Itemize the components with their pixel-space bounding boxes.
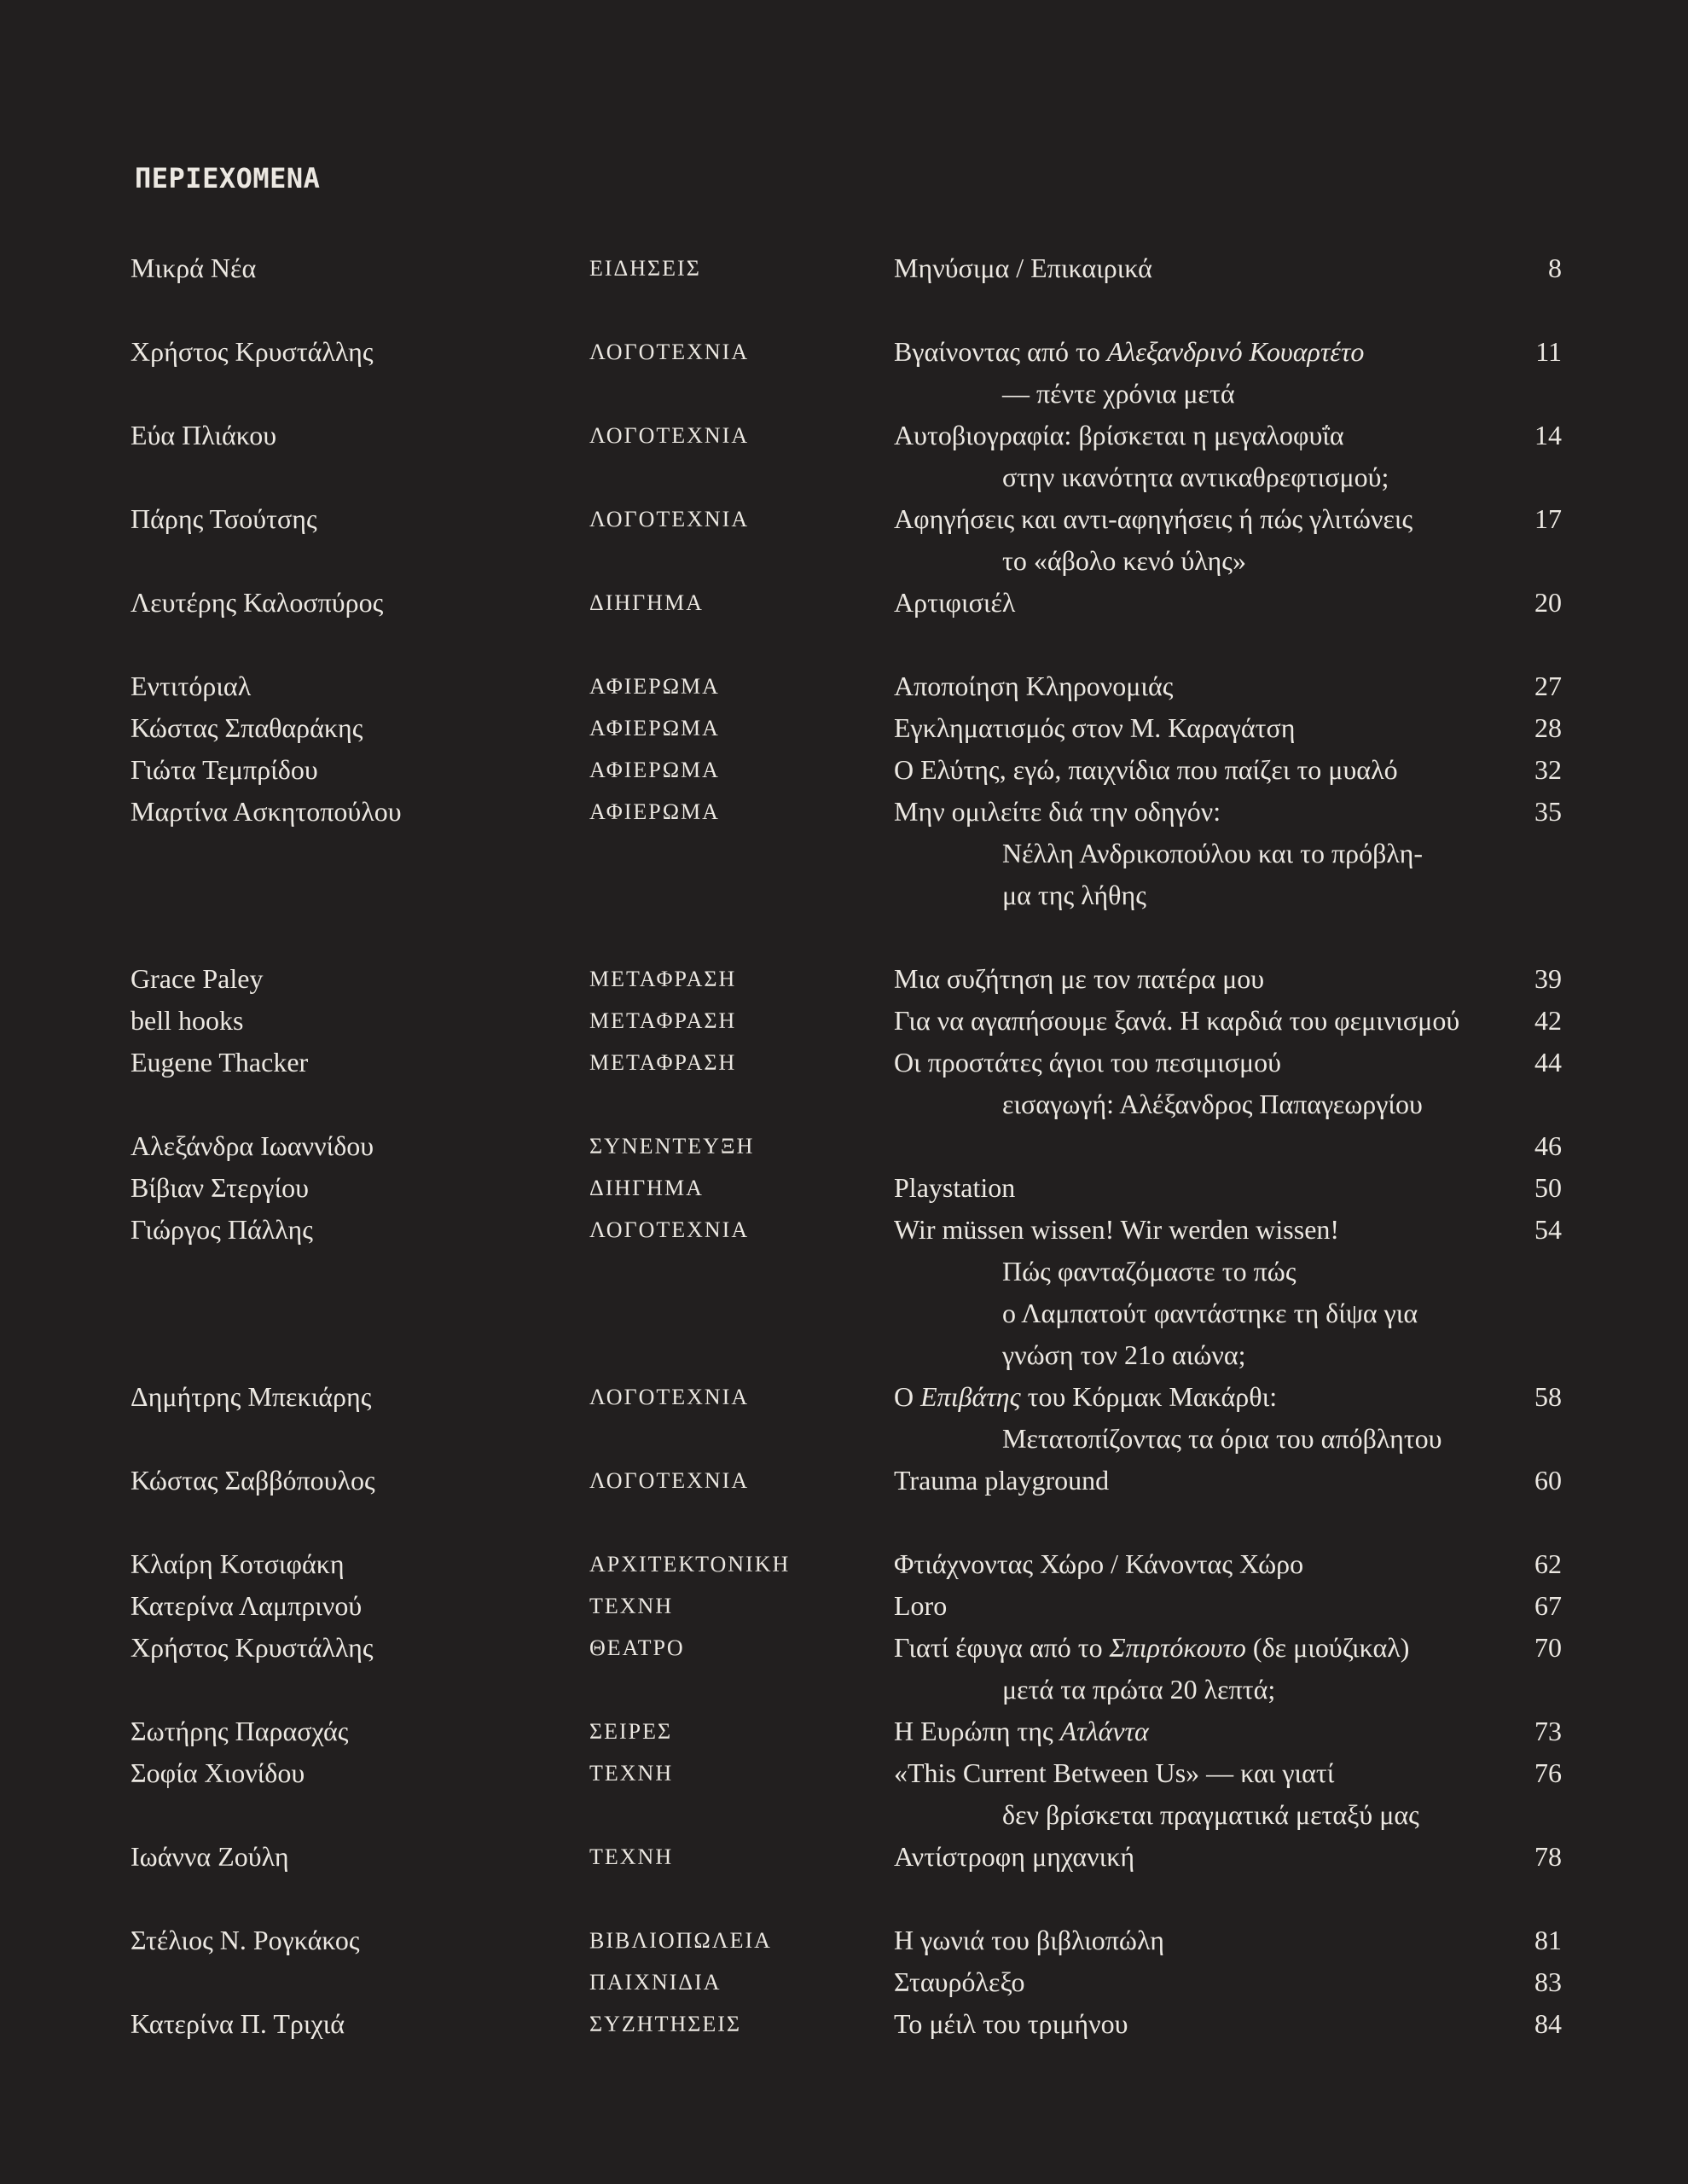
- toc-entry: [0, 791, 1688, 916]
- toc-entry: [0, 582, 1688, 624]
- toc-author: Ιωάννα Ζούλη: [131, 1841, 289, 1872]
- toc-author: Χρήστος Κρυστάλλης: [131, 336, 374, 367]
- toc-page-number: 60: [1534, 1465, 1562, 1496]
- toc-page-number: 62: [1534, 1548, 1562, 1579]
- toc-entry-line: [0, 833, 1688, 874]
- toc-section: ΘΕΑΤΡΟ: [589, 1635, 685, 1660]
- toc-title: Μια συζήτηση με τον πατέρα μου: [894, 963, 1265, 994]
- toc-page-number: 42: [1534, 1005, 1562, 1036]
- toc-entry-line: [0, 958, 1688, 1000]
- toc-section: ΛΟΓΟΤΕΧΝΙΑ: [589, 340, 750, 364]
- toc-title-continuation: ο Λαμπατούτ φαντάστηκε τη δίψα για: [1002, 1298, 1418, 1328]
- toc-title: Η γωνιά του βιβλιοπώλη: [894, 1925, 1164, 1955]
- toc-entry-line: [0, 1627, 1688, 1669]
- toc-title: Το μέιλ του τριμήνου: [894, 2008, 1128, 2039]
- toc-entry: [0, 1752, 1688, 1836]
- toc-entry-line: [0, 707, 1688, 749]
- toc-entry-line: [0, 1585, 1688, 1627]
- toc-entry-line: [0, 1376, 1688, 1418]
- toc-title-continuation: Μετατοπίζοντας τα όρια του απόβλητου: [1002, 1423, 1442, 1454]
- toc-title: Αντίστροφη μηχανική: [894, 1841, 1135, 1872]
- toc-entry-line: [0, 1083, 1688, 1125]
- toc-section: ΛΟΓΟΤΕΧΝΙΑ: [589, 1468, 750, 1493]
- toc-page-number: 39: [1534, 963, 1562, 994]
- toc-section: ΑΡΧΙΤΕΚΤΟΝΙΚΗ: [589, 1552, 791, 1577]
- toc-title: Σταυρόλεξο: [894, 1966, 1025, 1997]
- toc-entry-line: [0, 331, 1688, 373]
- toc-entry: [0, 247, 1688, 289]
- toc-page-number: 54: [1534, 1214, 1562, 1245]
- toc-entry: [0, 1920, 1688, 1961]
- toc-author: Λευτέρης Καλοσπύρος: [131, 587, 384, 618]
- toc-entry-line: [0, 247, 1688, 289]
- toc-entry: [0, 1125, 1688, 1167]
- toc-section: ΑΦΙΕΡΩΜΑ: [589, 716, 720, 741]
- toc-entry: [0, 707, 1688, 749]
- toc-title-continuation: μετά τα πρώτα 20 λεπτά;: [1002, 1674, 1276, 1705]
- toc-author: Πάρης Τσούτσης: [131, 503, 317, 534]
- toc-entry: [0, 1627, 1688, 1711]
- toc-title: Playstation: [894, 1172, 1016, 1203]
- toc-title-continuation: μα της λήθης: [1002, 880, 1146, 910]
- toc-section: ΤΕΧΝΗ: [589, 1761, 674, 1786]
- toc-entry-line: [0, 1961, 1688, 2003]
- toc-entry: [0, 1209, 1688, 1376]
- toc-page-number: 35: [1534, 796, 1562, 827]
- toc-author: Εντιτόριαλ: [131, 671, 252, 701]
- toc-author: Χρήστος Κρυστάλλης: [131, 1632, 374, 1663]
- toc-page-number: 46: [1534, 1130, 1562, 1161]
- toc-entry: [0, 2003, 1688, 2045]
- toc-section: ΛΟΓΟΤΕΧΝΙΑ: [589, 507, 750, 531]
- toc-title: Αυτοβιογραφία: βρίσκεται η μεγαλοφυΐα: [894, 420, 1344, 450]
- toc-entry-line: [0, 1836, 1688, 1878]
- toc-page-number: 8: [1548, 253, 1562, 283]
- toc-entry-line: [0, 1209, 1688, 1251]
- toc-entry: [0, 498, 1688, 582]
- toc-page-number: 83: [1534, 1966, 1562, 1997]
- toc-author: Eugene Thacker: [131, 1047, 309, 1077]
- toc-section: ΛΟΓΟΤΕΧΝΙΑ: [589, 1217, 750, 1242]
- toc-author: Κώστας Σαββόπουλος: [131, 1465, 375, 1496]
- toc-title-text: Βγαίνοντας από το: [894, 336, 1107, 367]
- toc-author: Κατερίνα Π. Τριχιά: [131, 2008, 345, 2039]
- toc-entry-line: [0, 749, 1688, 791]
- toc-author: Αλεξάνδρα Ιωαννίδου: [131, 1130, 374, 1161]
- toc-entry: [0, 1000, 1688, 1042]
- toc-section: ΑΦΙΕΡΩΜΑ: [589, 799, 720, 824]
- toc-author: Στέλιος Ν. Ρογκάκος: [131, 1925, 360, 1955]
- toc-section: ΜΕΤΑΦΡΑΣΗ: [589, 1050, 737, 1075]
- toc-title-continuation: γνώση τον 21ο αιώνα;: [1002, 1339, 1246, 1370]
- toc-page-number: 84: [1534, 2008, 1562, 2039]
- toc-title-continuation: το «άβολο κενό ύλης»: [1002, 545, 1246, 576]
- toc-title: Αποποίηση Κληρονομιάς: [894, 671, 1174, 701]
- toc-author: Κλαίρη Κοτσιφάκη: [131, 1548, 345, 1579]
- toc-entry-line: [0, 582, 1688, 624]
- toc-section: ΤΕΧΝΗ: [589, 1594, 674, 1618]
- toc-entry: [0, 331, 1688, 415]
- toc-entry-line: [0, 2003, 1688, 2045]
- toc-section: ΕΙΔΗΣΕΙΣ: [589, 256, 701, 281]
- toc-section: ΔΙΗΓΗΜΑ: [589, 1176, 704, 1200]
- toc-entry: [0, 1543, 1688, 1585]
- toc-author: Εύα Πλιάκου: [131, 420, 277, 450]
- toc-author: bell hooks: [131, 1005, 244, 1036]
- toc-title: Trauma playground: [894, 1465, 1110, 1496]
- toc-entry: [0, 1376, 1688, 1460]
- toc-entry: [0, 1585, 1688, 1627]
- toc-entry-line: [0, 1125, 1688, 1167]
- toc-title-text: Ο: [894, 1381, 921, 1412]
- toc-title-continuation: Νέλλη Ανδρικοπούλου και το πρόβλη-: [1002, 838, 1424, 868]
- toc-section: ΜΕΤΑΦΡΑΣΗ: [589, 967, 737, 991]
- toc-title: [894, 1627, 1409, 1669]
- toc-page-number: 44: [1534, 1047, 1562, 1077]
- toc-author: Σοφία Χιονίδου: [131, 1757, 305, 1788]
- toc-author: Μικρά Νέα: [131, 253, 257, 283]
- toc-title-continuation: δεν βρίσκεται πραγματικά μεταξύ μας: [1002, 1799, 1419, 1830]
- toc-page-number: 78: [1534, 1841, 1562, 1872]
- toc-title-continuation: — πέντε χρόνια μετά: [1002, 378, 1235, 409]
- toc-entry-line: [0, 540, 1688, 582]
- toc-title-italic: Ατλάντα: [1059, 1716, 1149, 1746]
- toc-title-continuation: εισαγωγή: Αλέξανδρος Παπαγεωργίου: [1002, 1089, 1423, 1119]
- toc-author: Δημήτρης Μπεκιάρης: [131, 1381, 372, 1412]
- toc-author: Βίβιαν Στεργίου: [131, 1172, 309, 1203]
- toc-section: ΣΕΙΡΕΣ: [589, 1719, 673, 1744]
- toc-author: Γιώργος Πάλλης: [131, 1214, 313, 1245]
- toc-section: ΣΥΝΕΝΤΕΥΞΗ: [589, 1134, 755, 1159]
- toc-entry-line: [0, 1167, 1688, 1209]
- toc-entry: [0, 1961, 1688, 2003]
- toc-section: ΠΑΙΧΝΙΔΙΑ: [589, 1970, 722, 1995]
- toc-author: Σωτήρης Παρασχάς: [131, 1716, 349, 1746]
- toc-page-number: 70: [1534, 1632, 1562, 1663]
- toc-entry: [0, 1711, 1688, 1752]
- toc-author: Κώστας Σπαθαράκης: [131, 712, 363, 743]
- toc-title: Για να αγαπήσουμε ξανά. Η καρδιά του φεμινισμού: [894, 1005, 1460, 1036]
- toc-entry-line: [0, 1460, 1688, 1502]
- toc-title-text: (δε μιούζικαλ): [1245, 1632, 1410, 1663]
- toc-page-number: 81: [1534, 1925, 1562, 1955]
- toc-page-number: 32: [1534, 754, 1562, 785]
- toc-page-number: 73: [1534, 1716, 1562, 1746]
- toc-title: [894, 331, 1364, 373]
- toc-title-italic: Σπιρτόκουτο: [1109, 1632, 1246, 1663]
- toc-entry: [0, 665, 1688, 707]
- toc-page-number: 50: [1534, 1172, 1562, 1203]
- toc-author: Γιώτα Τεμπρίδου: [131, 754, 318, 785]
- toc-section: ΑΦΙΕΡΩΜΑ: [589, 758, 720, 782]
- toc-section: ΔΙΗΓΗΜΑ: [589, 590, 704, 615]
- toc-title: Αφηγήσεις και αντι-αφηγήσεις ή πώς γλιτώνεις: [894, 503, 1413, 534]
- toc-author: Μαρτίνα Ασκητοπούλου: [131, 796, 402, 827]
- toc-title: «This Current Between Us» — και γιατί: [894, 1757, 1335, 1788]
- toc-entry-line: [0, 1042, 1688, 1083]
- toc-title-italic: Επιβάτης: [920, 1381, 1021, 1412]
- toc-title: Wir müssen wissen! Wir werden wissen!: [894, 1214, 1340, 1245]
- toc-title: Μην ομιλείτε διά την οδηγόν:: [894, 796, 1221, 827]
- toc-page-number: 28: [1534, 712, 1562, 743]
- toc-entry-line: [0, 665, 1688, 707]
- toc-entry: [0, 415, 1688, 498]
- toc-section: ΛΟΓΟΤΕΧΝΙΑ: [589, 1385, 750, 1409]
- toc-title-continuation: στην ικανότητα αντικαθρεφτισμού;: [1002, 462, 1389, 492]
- toc-section: ΜΕΤΑΦΡΑΣΗ: [589, 1008, 737, 1033]
- toc-page-number: 14: [1534, 420, 1562, 450]
- toc-entry-line: [0, 1418, 1688, 1460]
- toc-title: Αρτιφισιέλ: [894, 587, 1016, 618]
- toc-entry-line: [0, 1000, 1688, 1042]
- toc-page-number: 11: [1535, 336, 1562, 367]
- toc-page-number: 17: [1534, 503, 1562, 534]
- toc-title: Φτιάχνοντας Χώρο / Κάνοντας Χώρο: [894, 1548, 1304, 1579]
- toc-section: ΒΙΒΛΙΟΠΩΛΕΙΑ: [589, 1928, 772, 1953]
- toc-page-number: 67: [1534, 1590, 1562, 1621]
- toc-page-number: 76: [1534, 1757, 1562, 1788]
- toc-title-italic: Αλεξανδρινό Κουαρτέτο: [1106, 336, 1365, 367]
- toc-entry-line: [0, 1711, 1688, 1752]
- toc-entry-line: [0, 498, 1688, 540]
- toc-entry-line: [0, 1543, 1688, 1585]
- toc-section: ΑΦΙΕΡΩΜΑ: [589, 674, 720, 699]
- toc-entry: [0, 1836, 1688, 1878]
- toc-entry-line: [0, 456, 1688, 498]
- toc-section: ΛΟΓΟΤΕΧΝΙΑ: [589, 423, 750, 448]
- toc-page-number: 58: [1534, 1381, 1562, 1412]
- toc-title: [894, 1376, 1277, 1418]
- toc-page-number: 27: [1534, 671, 1562, 701]
- toc-title: Loro: [894, 1590, 948, 1621]
- toc-entry-line: [0, 1752, 1688, 1794]
- toc-title-text: Η Ευρώπη της: [894, 1716, 1060, 1746]
- toc-section: ΤΕΧΝΗ: [589, 1844, 674, 1869]
- toc-entry-line: [0, 1669, 1688, 1711]
- toc-section: ΣΥΖΗΤΗΣΕΙΣ: [589, 2012, 742, 2036]
- toc-title: Ο Ελύτης, εγώ, παιχνίδια που παίζει το μυαλό: [894, 754, 1398, 785]
- toc-title: Μηνύσιμα / Επικαιρικά: [894, 253, 1152, 283]
- toc-entry-line: [0, 791, 1688, 833]
- toc-entry-line: [0, 1334, 1688, 1376]
- toc-entry: [0, 1167, 1688, 1209]
- toc-title: [894, 1711, 1149, 1752]
- toc-author: Κατερίνα Λαμπρινού: [131, 1590, 363, 1621]
- toc-page-number: 20: [1534, 587, 1562, 618]
- toc-entry-line: [0, 1794, 1688, 1836]
- toc-entry-line: [0, 415, 1688, 456]
- table-of-contents: [0, 247, 1688, 2045]
- toc-entry-line: [0, 1292, 1688, 1334]
- toc-entry-line: [0, 1251, 1688, 1292]
- toc-entry: [0, 1042, 1688, 1125]
- toc-entry: [0, 958, 1688, 1000]
- toc-entry: [0, 1460, 1688, 1502]
- page-title: ΠΕΡΙΕΧΟΜΕΝΑ: [135, 162, 321, 195]
- toc-title: Οι προστάτες άγιοι του πεσιμισμού: [894, 1047, 1281, 1077]
- toc-title: Εγκληματισμός στον Μ. Καραγάτση: [894, 712, 1296, 743]
- toc-title-text: του Κόρμακ Μακάρθι:: [1020, 1381, 1278, 1412]
- toc-entry-line: [0, 373, 1688, 415]
- toc-entry-line: [0, 1920, 1688, 1961]
- toc-author: Grace Paley: [131, 963, 264, 994]
- toc-entry: [0, 749, 1688, 791]
- toc-title-text: Γιατί έφυγα από το: [894, 1632, 1110, 1663]
- toc-title-continuation: Πώς φανταζόμαστε το πώς: [1002, 1256, 1296, 1287]
- toc-entry-line: [0, 874, 1688, 916]
